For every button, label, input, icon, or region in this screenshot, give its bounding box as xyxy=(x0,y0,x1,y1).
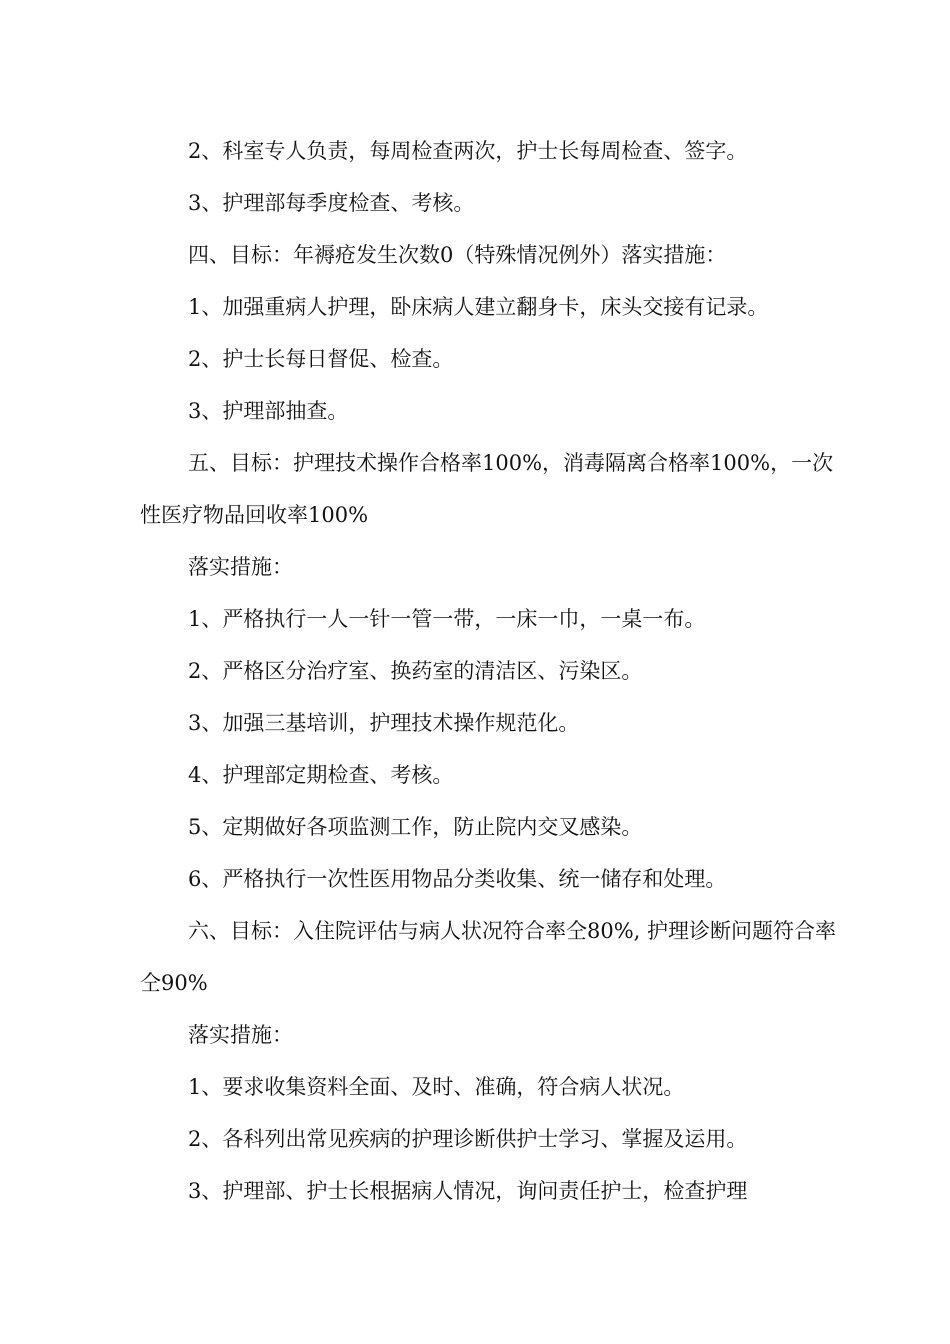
paragraph-2: 3、护理部每季度检查、考核。 xyxy=(188,191,475,215)
paragraph-18: 2、各科列出常见疾病的护理诊断供护士学习、掌握及运用。 xyxy=(188,1127,748,1151)
paragraph-19: 3、护理部、护士长根据病人情况，询问责任护士，检查护理 xyxy=(188,1179,748,1203)
paragraph-11: 3、加强三基培训，护理技术操作规范化。 xyxy=(188,711,580,735)
paragraph-4: 1、加强重病人护理，卧床病人建立翻身卡，床头交接有记录。 xyxy=(188,295,769,319)
paragraph-14: 6、严格执行一次性医用物品分类收集、统一储存和处理。 xyxy=(188,867,727,891)
paragraph-5: 2、护士长每日督促、检查。 xyxy=(188,347,454,371)
paragraph-15: 六、目标：入住院评估与病人状况符合率仝80%, 护理诊断问题符合率仝90% xyxy=(140,919,837,995)
paragraph-13: 5、定期做好各项监测工作，防止院内交叉感染。 xyxy=(188,815,643,839)
paragraph-1: 2、科室专人负责，每周检查两次，护士长每周检查、签字。 xyxy=(188,139,748,163)
paragraph-16: 落实措施： xyxy=(188,1023,293,1047)
paragraph-9: 1、严格执行一人一针一管一带，一床一巾，一桌一布。 xyxy=(188,607,706,631)
paragraph-17: 1、要求收集资料全面、及时、准确，符合病人状况。 xyxy=(188,1075,685,1099)
paragraph-3: 四、目标：年褥疮发生次数0（特殊情况例外）落实措施： xyxy=(188,243,727,267)
paragraph-7: 五、目标：护理技术操作合格率100%，消毒隔离合格率100%，一次性医疗物品回收率100% xyxy=(140,451,834,527)
paragraph-10: 2、严格区分治疗室、换药室的清洁区、污染区。 xyxy=(188,659,643,683)
paragraph-6: 3、护理部抽查。 xyxy=(188,399,349,423)
paragraph-12: 4、护理部定期检查、考核。 xyxy=(188,763,454,787)
paragraph-8: 落实措施： xyxy=(188,555,293,579)
